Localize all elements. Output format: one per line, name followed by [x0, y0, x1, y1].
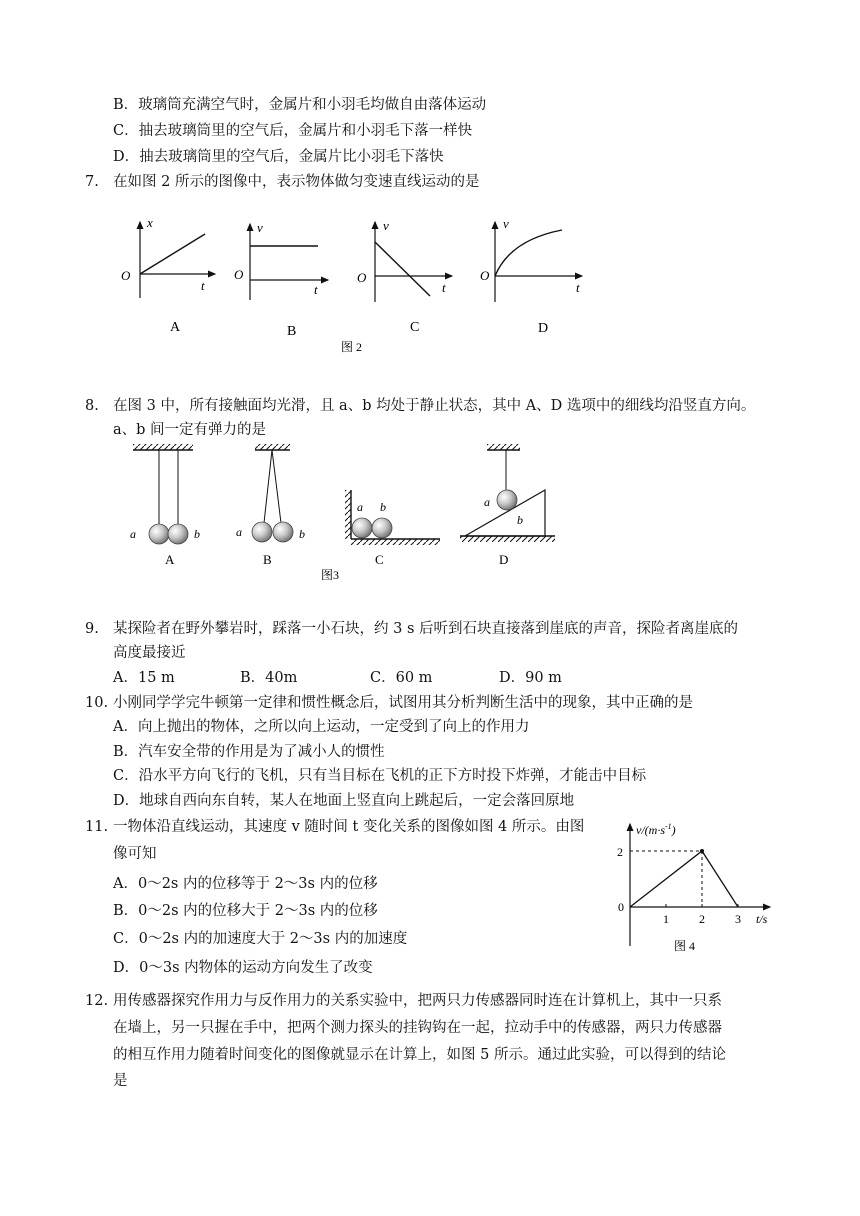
fig3-c-ball-a: a [357, 500, 363, 514]
q10-stem: 小刚同学学完牛顿第一定律和惯性概念后，试图用其分析判断生活中的现象，其中正确的是 [113, 695, 693, 711]
figure-2 [0, 210, 860, 370]
q6-option-c: C．抽去玻璃筒里的空气后，金属片和小羽毛下落一样快 [113, 123, 473, 139]
q12-line-2: 在墙上，另一只握在手中，把两个测力探头的挂钩钩在一起，拉动手中的传感器，两只力传感器 [113, 1020, 722, 1036]
fig4-xtick-label-3: 3 [735, 912, 741, 926]
fig3-d [460, 444, 555, 567]
q12-line-4: 是 [113, 1073, 128, 1089]
graph-c-origin: O [357, 270, 367, 285]
q12-line-3: 的相互作用力随着时间变化的图像就显示在计算上，如图 5 所示。通过此实验，可以得到的结论 [113, 1047, 726, 1063]
fig3-b-ball-a: a [236, 525, 242, 539]
q10-option-d: D．地球自西向东自转，某人在地面上竖直向上跳起后，一定会落回原地 [113, 793, 575, 809]
q6-option-d: D．抽去玻璃筒里的空气后，金属片比小羽毛下落快 [113, 149, 444, 165]
q9-option-c: C．60 m [370, 670, 433, 686]
fig4-xtick-label-1: 1 [663, 912, 669, 926]
q10-option-c: C．沿水平方向飞行的飞机，只有当目标在飞机的正下方时投下炸弹，才能击中目标 [113, 768, 647, 784]
graph-d-origin: O [480, 268, 490, 283]
q10-option-a: A．向上抛出的物体，之所以向上运动，一定受到了向上的作用力 [113, 719, 530, 735]
graph-d-xlabel: t [576, 280, 580, 295]
q12-number: 12. [85, 993, 109, 1009]
graph-d [480, 216, 582, 336]
fig3-c-ball-b: b [380, 500, 386, 514]
q11-option-a: A．0～2s 内的位移等于 2～3s 内的位移 [113, 876, 378, 892]
graph-b-origin: O [234, 267, 244, 282]
q9-number: 9. [85, 621, 99, 637]
q9-stem-1: 某探险者在野外攀岩时，踩落一小石块，约 3 s 后听到石块直接落到崖底的声音，探险者离崖底的 [113, 621, 738, 637]
fig3-c [345, 490, 440, 567]
figure-4-chart [610, 818, 800, 958]
graph-d-label: D [538, 321, 549, 336]
graph-a [121, 215, 215, 335]
graph-b-label: B [287, 324, 297, 339]
figure-3 [0, 440, 860, 590]
fig4-origin: 0 [618, 900, 624, 914]
graph-a-label: A [170, 320, 181, 335]
fig3-a [130, 444, 200, 567]
fig3-d-label: D [499, 552, 509, 567]
fig3-b [236, 444, 305, 567]
q9-option-a: A．15 m [113, 670, 175, 686]
q10-number: 10. [85, 695, 109, 711]
fig4-ytick-label-2: 2 [617, 845, 623, 859]
q11-option-d: D．0～3s 内物体的运动方向发生了改变 [113, 960, 373, 976]
q11-number: 11. [85, 819, 109, 835]
fig4-peak-point [700, 849, 704, 853]
graph-c [357, 218, 452, 335]
q6-option-b: B．玻璃筒充满空气时，金属片和小羽毛均做自由落体运动 [113, 97, 487, 113]
fig4-xtick-label-2: 2 [699, 912, 705, 926]
q12-line-1: 用传感器探究作用力与反作用力的关系实验中，把两只力传感器同时连在计算机上，其中一只系 [113, 993, 722, 1009]
q11-stem-2: 像可知 [113, 846, 157, 862]
fig3-b-label: B [263, 552, 272, 567]
fig4-series-line [630, 851, 738, 907]
fig4-marks [617, 845, 741, 926]
graph-d-ylabel: v [503, 216, 509, 231]
graph-c-label: C [410, 320, 420, 335]
q9-option-d: D．90 m [499, 670, 562, 686]
fig3-d-ball-a: a [484, 495, 490, 509]
fig3-d-block-b: b [517, 513, 523, 527]
fig3-a-ball-b: b [194, 527, 200, 541]
q8-stem-1: 在图 3 中，所有接触面均光滑，且 a、b 均处于静止状态，其中 A、D 选项中的细线均沿竖直方向。 [113, 398, 756, 414]
graph-c-xlabel: t [442, 280, 446, 295]
q11-option-c: C．0～2s 内的加速度大于 2～3s 内的加速度 [113, 931, 408, 947]
q9-option-b: B．40m [240, 670, 298, 686]
graph-a-ylabel: x [147, 215, 153, 230]
q10-option-b: B．汽车安全带的作用是为了减小人的惯性 [113, 744, 385, 760]
graph-b-xlabel: t [314, 282, 318, 297]
fig4-ylabel: $v/(m\cdot s^{-1})$ [636, 822, 676, 837]
fig4-xlabel: t/s [756, 912, 768, 926]
graph-c-ylabel: v [383, 218, 389, 233]
graph-b-ylabel: v [257, 220, 263, 235]
fig3-c-label: C [375, 552, 384, 567]
q8-number: 8. [85, 398, 99, 414]
fig4-caption: 图 4 [674, 939, 696, 953]
fig3-a-ball-a: a [130, 527, 136, 541]
q11-stem-1: 一物体沿直线运动，其速度 v 随时间 t 变化关系的图像如图 4 所示。由图 [113, 819, 585, 835]
q9-stem-2: 高度最接近 [113, 645, 186, 661]
q11-option-b: B．0～2s 内的位移大于 2～3s 内的位移 [113, 903, 378, 919]
q8-stem-2: a、b 间一定有弹力的是 [113, 422, 267, 438]
fig3-b-ball-b: b [299, 527, 305, 541]
graph-b [234, 220, 328, 339]
fig3-a-label: A [165, 552, 175, 567]
q7-number: 7. [85, 174, 99, 190]
figure-2-caption: 图 2 [341, 340, 363, 354]
graph-a-xlabel: t [201, 278, 205, 293]
figure-3-caption: 图3 [321, 568, 340, 582]
q7-stem: 在如图 2 所示的图像中，表示物体做匀变速直线运动的是 [113, 174, 480, 190]
graph-a-origin: O [121, 268, 131, 283]
